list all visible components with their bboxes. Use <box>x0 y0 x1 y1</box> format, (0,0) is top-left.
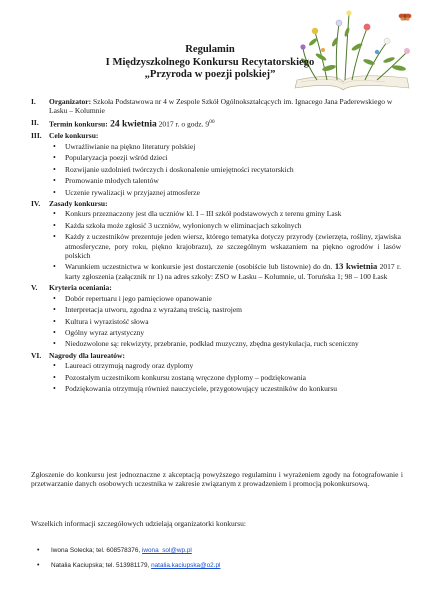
list-item: • Uwrażliwianie na piękno literatury polskiej <box>65 142 403 151</box>
contact-email-link[interactable]: iwona_sol@wp.pl <box>141 547 192 554</box>
deadline-text-end: 2017 r. karty zgłoszenia (załącznik nr 1) na adres szkoły: ZSO w Łasku – Kolumnie, ul. Toruńska 1; 98 – 100 Łask <box>65 262 401 281</box>
list-item: • Ogólny wyraz artystyczny <box>65 328 403 337</box>
title-line-2: I Międzyszkolnego Konkursu Recytatorskiego <box>105 56 315 68</box>
list-item: • Pozostałym uczestnikom konkursu zostaną wręczone dyplomy – podziękowania <box>65 373 403 382</box>
contact-email-link[interactable]: natalia.kaciupska@o2.pl <box>151 562 221 569</box>
list-item: • Dobór repertuaru i jego pamięciowe opanowanie <box>65 294 403 303</box>
list-item: • Niedozwolone są: rekwizyty, przebranie, podkład muzyczny, zbędna gestykulacja, ruch sceniczny <box>65 339 403 348</box>
contacts-list <box>37 546 397 576</box>
contact-intro: Wszelkich informacji szczegółowych udzielają organizatorki konkursu: <box>31 519 246 528</box>
section-number: II. <box>31 117 39 127</box>
section-awards <box>31 351 403 394</box>
section-number: I. <box>31 97 36 106</box>
contact-name-phone: Natalia Kaciupska; tel. 513981179, <box>51 562 152 569</box>
contest-time-minutes: 00 <box>209 118 215 125</box>
list-item: • Konkurs przeznaczony jest dla uczniów kl. I – III szkół podstawowych z terenu gminy Lask <box>65 209 403 218</box>
goals-list <box>45 142 403 197</box>
section-number: V. <box>31 283 38 293</box>
section-number: III. <box>31 131 42 141</box>
contact-item <box>37 546 397 555</box>
section-goals <box>31 131 403 197</box>
list-item: • Popularyzacja poezji wśród dzieci <box>65 153 403 162</box>
awards-list <box>45 361 403 393</box>
section-organizer <box>31 97 403 116</box>
criteria-list <box>45 294 403 349</box>
section-heading: Kryteria oceniania: <box>49 283 112 293</box>
section-heading: Nagrody dla laureatów: <box>49 350 125 360</box>
section-number: VI. <box>31 350 42 360</box>
section-number: IV. <box>31 199 41 209</box>
section-heading: Organizator: <box>49 97 92 106</box>
regulation-sections <box>31 97 403 396</box>
list-item: • Każdy z uczestników prezentuje jeden wiersz, którego tematyka dotyczy przyrody (zwierzęta, rośliny, zjawiska atmosferyczne, pory roku, piękno krajobrazu), ze szczególnym wskazaniem na piękno ogrodów i lasów polskich <box>65 232 403 260</box>
list-item <box>65 262 403 281</box>
contact-item <box>37 561 397 570</box>
section-heading: Termin konkursu: <box>49 119 108 129</box>
list-item: • Uczenie rywalizacji w przyjaznej atmosferze <box>65 188 403 197</box>
section-rules <box>31 199 403 281</box>
section-heading: Cele konkursu: <box>49 131 99 141</box>
organizer-text: Szkoła Podstawowa nr 4 w Zespole Szkół Ogólnokształcących im. Ignacego Jana Paderewskiego w Lasku – Kolumnie <box>49 97 393 116</box>
title-line-1: Regulamin <box>185 44 235 55</box>
deadline-text-start: Warunkiem uczestnictwa w konkursie jest dostarczenie (osobiście lub listownie) do dn. <box>65 262 335 272</box>
contest-date-rest: 2017 r. o godz. 9 <box>156 119 210 129</box>
title-line-3: „Przyroda w poezji polskiej” <box>144 69 276 81</box>
deadline-date: 13 kwietnia <box>334 261 378 272</box>
list-item: • Rozwijanie uzdolnień twórczych i doskonalenie umiejętności recytatorskich <box>65 165 403 174</box>
list-item: • Laureaci otrzymują nagrody oraz dyplomy <box>65 361 403 370</box>
list-item: • Kultura i wyrazistość słowa <box>65 317 403 326</box>
list-item: • Interpretacja utworu, zgodna z wyrażaną treścią, nastrojem <box>65 305 403 314</box>
document-title <box>60 44 360 82</box>
section-date <box>31 118 403 130</box>
section-criteria <box>31 283 403 349</box>
contact-name-phone: Iwona Solecka; tel. 608578376, <box>51 547 142 554</box>
list-item: • Podziękowania otrzymują również nauczyciele, przygotowujący uczestników do konkursu <box>65 384 403 393</box>
section-heading: Zasady konkursu: <box>49 199 108 209</box>
list-item: • Każda szkoła może zgłosić 3 uczniów, wyłonionych w eliminacjach szkolnych <box>65 221 403 230</box>
consent-paragraph: Zgłoszenie do konkursu jest jednoznaczne z akceptacją powyższego regulaminu i wyrażeniem zgody na fotografowanie i przetwarzanie danych osobowych uczestnika w zakresie związanym z prowadzeniem i promocją pokonkursową. <box>31 470 403 489</box>
rules-list <box>45 209 403 281</box>
contest-date: 24 kwietnia <box>107 119 157 130</box>
list-item: • Promowanie młodych talentów <box>65 176 403 185</box>
